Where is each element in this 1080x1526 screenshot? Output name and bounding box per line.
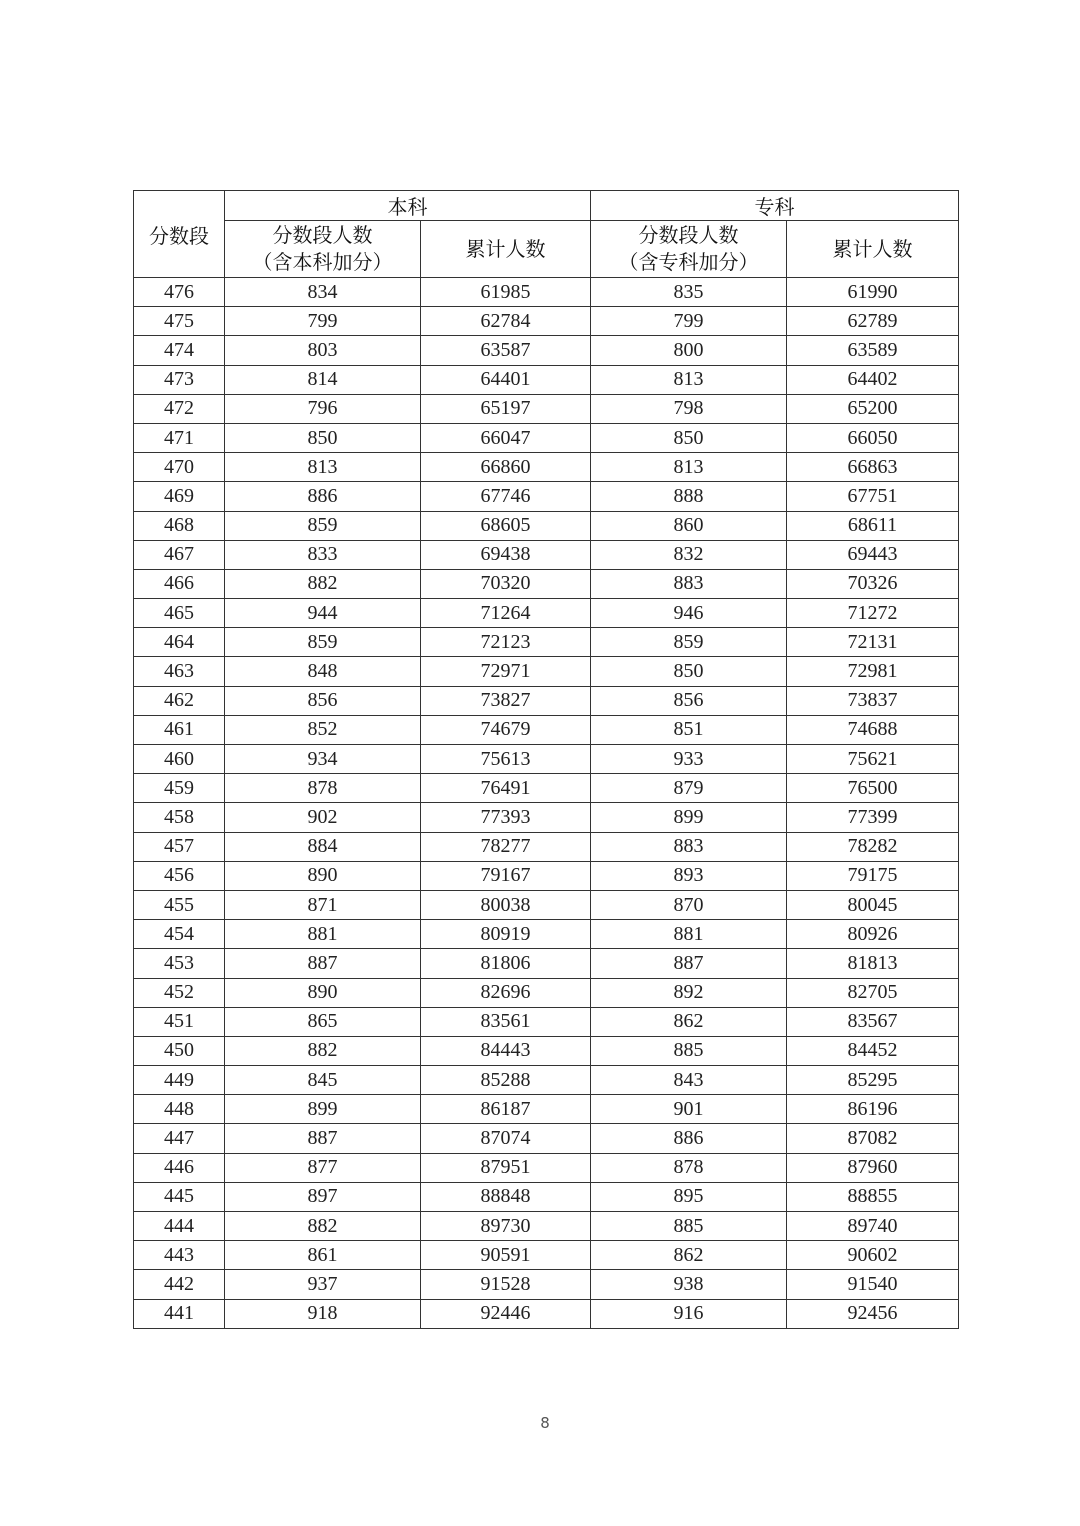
cell-score: 467 (134, 540, 225, 569)
cell-undergrad-cumulative: 92446 (421, 1299, 591, 1328)
cell-college-cumulative: 92456 (787, 1299, 959, 1328)
cell-college-cumulative: 86196 (787, 1095, 959, 1124)
cell-undergrad-cumulative: 90591 (421, 1241, 591, 1270)
cell-college-cumulative: 64402 (787, 365, 959, 394)
cell-college-count: 835 (591, 278, 787, 307)
cell-score: 452 (134, 978, 225, 1007)
cell-college-cumulative: 76500 (787, 774, 959, 803)
cell-college-cumulative: 74688 (787, 715, 959, 744)
table-row (134, 715, 959, 744)
cell-score: 445 (134, 1182, 225, 1211)
cell-college-cumulative: 71272 (787, 599, 959, 628)
cell-college-cumulative: 87960 (787, 1153, 959, 1182)
cell-undergrad-count: 890 (225, 978, 421, 1007)
cell-college-count: 883 (591, 569, 787, 598)
cell-undergrad-cumulative: 70320 (421, 569, 591, 598)
cell-undergrad-count: 918 (225, 1299, 421, 1328)
cell-college-cumulative: 68611 (787, 511, 959, 540)
header-college-count-line2: （含专科加分） (618, 250, 759, 274)
header-junior-college: 专科 (591, 191, 959, 221)
cell-college-cumulative: 70326 (787, 569, 959, 598)
cell-undergrad-cumulative: 63587 (421, 336, 591, 365)
cell-undergrad-cumulative: 88848 (421, 1182, 591, 1211)
cell-college-count: 885 (591, 1212, 787, 1241)
cell-score: 453 (134, 949, 225, 978)
cell-score: 463 (134, 657, 225, 686)
cell-undergrad-cumulative: 89730 (421, 1212, 591, 1241)
cell-undergrad-count: 845 (225, 1066, 421, 1095)
cell-college-cumulative: 73837 (787, 686, 959, 715)
header-undergrad-cumulative: 累计人数 (421, 221, 591, 278)
table-body (134, 278, 959, 1329)
cell-college-cumulative: 87082 (787, 1124, 959, 1153)
cell-score: 448 (134, 1095, 225, 1124)
table-row (134, 861, 959, 890)
cell-undergrad-count: 813 (225, 453, 421, 482)
cell-score: 471 (134, 423, 225, 452)
cell-college-count: 878 (591, 1153, 787, 1182)
cell-college-cumulative: 69443 (787, 540, 959, 569)
cell-undergrad-count: 897 (225, 1182, 421, 1211)
cell-undergrad-count: 799 (225, 307, 421, 336)
table-row (134, 278, 959, 307)
cell-college-count: 843 (591, 1066, 787, 1095)
cell-college-cumulative: 72981 (787, 657, 959, 686)
cell-score: 447 (134, 1124, 225, 1153)
cell-college-count: 859 (591, 628, 787, 657)
table-row (134, 453, 959, 482)
cell-college-cumulative: 78282 (787, 832, 959, 861)
cell-college-count: 850 (591, 423, 787, 452)
cell-undergrad-count: 887 (225, 1124, 421, 1153)
cell-college-cumulative: 72131 (787, 628, 959, 657)
table-row (134, 599, 959, 628)
cell-score: 469 (134, 482, 225, 511)
cell-undergrad-cumulative: 76491 (421, 774, 591, 803)
cell-college-cumulative: 88855 (787, 1182, 959, 1211)
table-row (134, 1036, 959, 1065)
cell-undergrad-count: 944 (225, 599, 421, 628)
cell-college-count: 799 (591, 307, 787, 336)
cell-score: 474 (134, 336, 225, 365)
cell-college-count: 870 (591, 890, 787, 919)
cell-college-count: 887 (591, 949, 787, 978)
cell-undergrad-count: 814 (225, 365, 421, 394)
table-row (134, 482, 959, 511)
table-row (134, 774, 959, 803)
cell-score: 462 (134, 686, 225, 715)
header-undergrad: 本科 (225, 191, 591, 221)
cell-college-count: 879 (591, 774, 787, 803)
cell-undergrad-cumulative: 66047 (421, 423, 591, 452)
cell-undergrad-count: 881 (225, 920, 421, 949)
cell-undergrad-cumulative: 72123 (421, 628, 591, 657)
cell-undergrad-cumulative: 81806 (421, 949, 591, 978)
cell-score: 444 (134, 1212, 225, 1241)
table-row (134, 511, 959, 540)
cell-college-count: 800 (591, 336, 787, 365)
header-college-count-line1: 分数段人数 (638, 223, 739, 247)
cell-college-count: 895 (591, 1182, 787, 1211)
table-row (134, 949, 959, 978)
cell-undergrad-count: 871 (225, 890, 421, 919)
cell-undergrad-cumulative: 69438 (421, 540, 591, 569)
cell-college-count: 851 (591, 715, 787, 744)
cell-undergrad-count: 886 (225, 482, 421, 511)
cell-college-cumulative: 66050 (787, 423, 959, 452)
cell-score: 468 (134, 511, 225, 540)
table-row (134, 569, 959, 598)
cell-undergrad-cumulative: 71264 (421, 599, 591, 628)
header-undergrad-count-line1: 分数段人数 (272, 223, 373, 247)
score-distribution-table (133, 190, 959, 1329)
cell-college-cumulative: 89740 (787, 1212, 959, 1241)
table-row (134, 1182, 959, 1211)
cell-undergrad-cumulative: 85288 (421, 1066, 591, 1095)
cell-undergrad-cumulative: 80919 (421, 920, 591, 949)
header-row-group (134, 191, 959, 221)
cell-college-cumulative: 79175 (787, 861, 959, 890)
table-row (134, 1241, 959, 1270)
cell-undergrad-count: 833 (225, 540, 421, 569)
cell-college-count: 862 (591, 1241, 787, 1270)
table-row (134, 745, 959, 774)
header-college-cumulative: 累计人数 (787, 221, 959, 278)
cell-score: 454 (134, 920, 225, 949)
cell-undergrad-count: 884 (225, 832, 421, 861)
cell-college-count: 798 (591, 394, 787, 423)
cell-score: 466 (134, 569, 225, 598)
cell-college-count: 892 (591, 978, 787, 1007)
cell-college-count: 888 (591, 482, 787, 511)
cell-undergrad-count: 796 (225, 394, 421, 423)
cell-college-count: 883 (591, 832, 787, 861)
table-row (134, 394, 959, 423)
table-row (134, 540, 959, 569)
cell-score: 446 (134, 1153, 225, 1182)
cell-undergrad-count: 882 (225, 1212, 421, 1241)
cell-college-count: 860 (591, 511, 787, 540)
table-row (134, 657, 959, 686)
table-row (134, 336, 959, 365)
table-row (134, 920, 959, 949)
header-undergrad-count (225, 221, 421, 278)
cell-undergrad-cumulative: 83561 (421, 1007, 591, 1036)
table-row (134, 628, 959, 657)
cell-undergrad-count: 861 (225, 1241, 421, 1270)
cell-college-cumulative: 77399 (787, 803, 959, 832)
cell-score: 475 (134, 307, 225, 336)
cell-college-cumulative: 82705 (787, 978, 959, 1007)
table-row (134, 686, 959, 715)
table-row (134, 423, 959, 452)
cell-score: 473 (134, 365, 225, 394)
cell-score: 465 (134, 599, 225, 628)
cell-undergrad-cumulative: 61985 (421, 278, 591, 307)
cell-undergrad-count: 878 (225, 774, 421, 803)
header-score-range: 分数段 (134, 191, 225, 278)
cell-undergrad-count: 902 (225, 803, 421, 832)
table-row (134, 1212, 959, 1241)
cell-undergrad-cumulative: 68605 (421, 511, 591, 540)
cell-college-cumulative: 83567 (787, 1007, 959, 1036)
cell-undergrad-cumulative: 86187 (421, 1095, 591, 1124)
cell-score: 459 (134, 774, 225, 803)
cell-college-count: 933 (591, 745, 787, 774)
cell-undergrad-count: 887 (225, 949, 421, 978)
cell-undergrad-cumulative: 64401 (421, 365, 591, 394)
cell-college-count: 813 (591, 365, 787, 394)
cell-score: 441 (134, 1299, 225, 1328)
table-row (134, 1153, 959, 1182)
cell-college-cumulative: 81813 (787, 949, 959, 978)
table-row (134, 365, 959, 394)
table-row (134, 1270, 959, 1299)
cell-score: 476 (134, 278, 225, 307)
table-row (134, 832, 959, 861)
cell-college-count: 862 (591, 1007, 787, 1036)
cell-college-cumulative: 62789 (787, 307, 959, 336)
cell-college-cumulative: 84452 (787, 1036, 959, 1065)
cell-college-cumulative: 66863 (787, 453, 959, 482)
cell-college-cumulative: 90602 (787, 1241, 959, 1270)
cell-college-count: 916 (591, 1299, 787, 1328)
cell-college-cumulative: 91540 (787, 1270, 959, 1299)
cell-undergrad-cumulative: 73827 (421, 686, 591, 715)
cell-score: 461 (134, 715, 225, 744)
cell-score: 449 (134, 1066, 225, 1095)
cell-college-count: 856 (591, 686, 787, 715)
cell-college-count: 938 (591, 1270, 787, 1299)
cell-score: 450 (134, 1036, 225, 1065)
cell-undergrad-cumulative: 78277 (421, 832, 591, 861)
cell-undergrad-cumulative: 77393 (421, 803, 591, 832)
cell-college-count: 832 (591, 540, 787, 569)
header-college-count (591, 221, 787, 278)
cell-undergrad-count: 899 (225, 1095, 421, 1124)
cell-score: 460 (134, 745, 225, 774)
table-row (134, 1299, 959, 1328)
cell-college-count: 886 (591, 1124, 787, 1153)
table-row (134, 803, 959, 832)
cell-college-count: 899 (591, 803, 787, 832)
cell-undergrad-cumulative: 62784 (421, 307, 591, 336)
cell-undergrad-count: 852 (225, 715, 421, 744)
cell-college-count: 850 (591, 657, 787, 686)
cell-undergrad-cumulative: 74679 (421, 715, 591, 744)
cell-undergrad-count: 865 (225, 1007, 421, 1036)
cell-undergrad-cumulative: 87074 (421, 1124, 591, 1153)
cell-score: 443 (134, 1241, 225, 1270)
cell-undergrad-count: 934 (225, 745, 421, 774)
cell-college-cumulative: 75621 (787, 745, 959, 774)
cell-undergrad-count: 937 (225, 1270, 421, 1299)
cell-undergrad-count: 877 (225, 1153, 421, 1182)
table-row (134, 890, 959, 919)
cell-college-cumulative: 67751 (787, 482, 959, 511)
table-row (134, 307, 959, 336)
cell-undergrad-cumulative: 65197 (421, 394, 591, 423)
cell-score: 442 (134, 1270, 225, 1299)
cell-college-cumulative: 80045 (787, 890, 959, 919)
cell-college-count: 885 (591, 1036, 787, 1065)
cell-undergrad-cumulative: 84443 (421, 1036, 591, 1065)
table-row (134, 978, 959, 1007)
cell-undergrad-count: 848 (225, 657, 421, 686)
cell-undergrad-cumulative: 72971 (421, 657, 591, 686)
cell-college-cumulative: 61990 (787, 278, 959, 307)
table-row (134, 1007, 959, 1036)
cell-score: 464 (134, 628, 225, 657)
cell-college-count: 901 (591, 1095, 787, 1124)
header-row-sub (134, 221, 959, 278)
header-undergrad-count-line2: （含本科加分） (252, 250, 393, 274)
cell-undergrad-cumulative: 67746 (421, 482, 591, 511)
cell-undergrad-count: 834 (225, 278, 421, 307)
cell-undergrad-cumulative: 80038 (421, 890, 591, 919)
cell-college-cumulative: 80926 (787, 920, 959, 949)
cell-score: 472 (134, 394, 225, 423)
cell-score: 470 (134, 453, 225, 482)
cell-college-count: 813 (591, 453, 787, 482)
cell-undergrad-cumulative: 91528 (421, 1270, 591, 1299)
cell-undergrad-cumulative: 66860 (421, 453, 591, 482)
cell-undergrad-cumulative: 79167 (421, 861, 591, 890)
cell-score: 458 (134, 803, 225, 832)
cell-undergrad-cumulative: 75613 (421, 745, 591, 774)
cell-undergrad-count: 803 (225, 336, 421, 365)
cell-undergrad-cumulative: 87951 (421, 1153, 591, 1182)
table-row (134, 1066, 959, 1095)
cell-undergrad-count: 890 (225, 861, 421, 890)
cell-undergrad-count: 882 (225, 1036, 421, 1065)
cell-undergrad-cumulative: 82696 (421, 978, 591, 1007)
cell-college-count: 946 (591, 599, 787, 628)
cell-score: 457 (134, 832, 225, 861)
cell-college-cumulative: 63589 (787, 336, 959, 365)
cell-score: 451 (134, 1007, 225, 1036)
cell-college-count: 893 (591, 861, 787, 890)
cell-undergrad-count: 859 (225, 511, 421, 540)
cell-college-count: 881 (591, 920, 787, 949)
page-number: 8 (540, 1414, 550, 1432)
cell-undergrad-count: 882 (225, 569, 421, 598)
cell-score: 456 (134, 861, 225, 890)
cell-college-cumulative: 65200 (787, 394, 959, 423)
cell-college-cumulative: 85295 (787, 1066, 959, 1095)
cell-undergrad-count: 856 (225, 686, 421, 715)
table-row (134, 1095, 959, 1124)
cell-undergrad-count: 850 (225, 423, 421, 452)
table-row (134, 1124, 959, 1153)
cell-score: 455 (134, 890, 225, 919)
cell-undergrad-count: 859 (225, 628, 421, 657)
